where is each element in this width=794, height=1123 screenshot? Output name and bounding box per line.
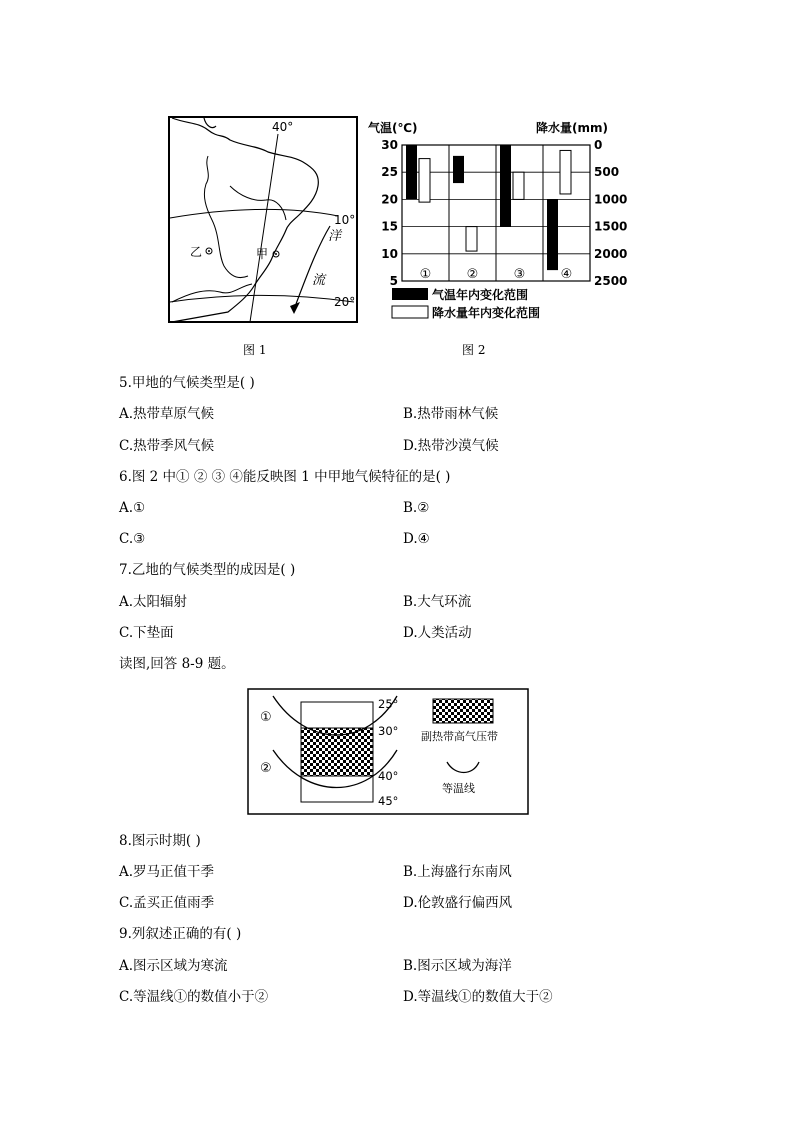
question-9-stem: 9.列叙述正确的有( ) [119,926,242,942]
curve-1-label: ① [260,710,272,725]
question-6-stem: 6.图 2 中① ② ③ ④能反映图 1 中甲地气候特征的是( ) [119,469,451,485]
q6-option-c[interactable]: C.③ [119,531,146,547]
temp-tick: 30 [381,138,398,152]
temp-tick: 20 [381,192,398,207]
legend-precip-label: 降水量年内变化范围 [432,306,541,320]
panel-label-3: ③ [513,267,526,282]
precip-tick: 2000 [594,246,628,261]
precip-axis-label: 降水量(mm) [536,121,608,135]
question-7-stem: 7.乙地的气候类型的成因是( ) [119,562,296,578]
q9-option-d[interactable]: D.等温线①的数值大于② [403,989,553,1005]
panel-label-2: ② [466,267,479,282]
precip-tick: 1500 [594,219,628,234]
legend-high-label: 副热带高气压带 [421,730,498,743]
label-liu: 流 [312,273,326,288]
q6-option-b[interactable]: B.② [403,500,430,516]
legend-temp-label: 气温年内变化范围 [432,288,529,302]
figure1-caption: 图 1 [243,343,267,357]
temp-tick: 5 [389,274,398,288]
label-yang: 洋 [328,229,342,244]
q6-option-d[interactable]: D.④ [403,531,430,547]
q9-option-c[interactable]: C.等温线①的数值小于② [119,989,269,1005]
question-8-stem: 8.图示时期( ) [119,833,201,849]
precip-tick: 0 [594,138,603,152]
figure2-chart [366,116,628,326]
question-5-stem: 5.甲地的气候类型是( ) [119,375,255,391]
precip-range-bar-1 [419,159,430,203]
q8-option-a[interactable]: A.罗马正值干季 [119,864,215,880]
panel-label-1: ① [419,267,432,282]
curve-2-label: ② [260,761,272,776]
precip-tick: 2500 [594,274,628,288]
q7-option-b[interactable]: B.大气环流 [403,594,472,610]
label-40: 40° [272,120,294,134]
place-yi: 乙 [190,245,203,259]
q6-option-a[interactable]: A.① [119,500,146,516]
q9-option-a[interactable]: A.图示区域为寒流 [119,958,228,974]
temp-axis-label: 气温(℃) [368,121,418,135]
q8-option-b[interactable]: B.上海盛行东南风 [403,864,512,880]
legend-precip-swatch [392,306,428,318]
q7-option-c[interactable]: C.下垫面 [119,625,174,641]
precip-tick: 1000 [594,192,628,207]
lat-30: 30° [378,724,399,738]
temp-range-bar-2 [453,156,464,183]
lat-25: 25° [378,697,399,711]
figure3-diagram [247,688,529,815]
temp-range-bar-1 [406,145,417,199]
figure2-caption: 图 2 [462,343,486,357]
place-jia: 甲 [256,247,269,261]
figure1-map [168,116,358,324]
legend-temp-swatch [392,288,428,300]
q5-option-c[interactable]: C.热带季风气候 [119,438,215,454]
panel-label-4: ④ [560,267,573,282]
temp-tick: 15 [381,219,398,234]
legend-high-swatch [433,699,493,723]
temp-tick: 10 [381,246,398,261]
label-20: 20° [334,295,356,309]
precip-range-bar-4 [560,150,571,194]
legend-isotherm-label: 等温线 [442,782,475,795]
q7-option-a[interactable]: A.太阳辐射 [119,594,188,610]
q8-option-c[interactable]: C.孟买正值雨季 [119,895,215,911]
q5-option-b[interactable]: B.热带雨林气候 [403,406,499,422]
lat-40: 40° [378,769,399,783]
q9-option-b[interactable]: B.图示区域为海洋 [403,958,512,974]
q7-option-d[interactable]: D.人类活动 [403,625,472,641]
temp-tick: 25 [381,165,398,180]
precip-range-bar-2 [466,227,477,251]
instruction-text: 读图,回答 8-9 题。 [119,656,235,672]
q5-option-d[interactable]: D.热带沙漠气候 [403,438,499,454]
precip-tick: 500 [594,165,620,180]
temp-range-bar-3 [500,145,511,227]
label-10: 10° [334,213,356,227]
q8-option-d[interactable]: D.伦敦盛行偏西风 [403,895,513,911]
q5-option-a[interactable]: A.热带草原气候 [119,406,215,422]
precip-range-bar-3 [513,172,524,199]
temp-range-bar-4 [547,199,558,270]
lat-45: 45° [378,794,399,808]
